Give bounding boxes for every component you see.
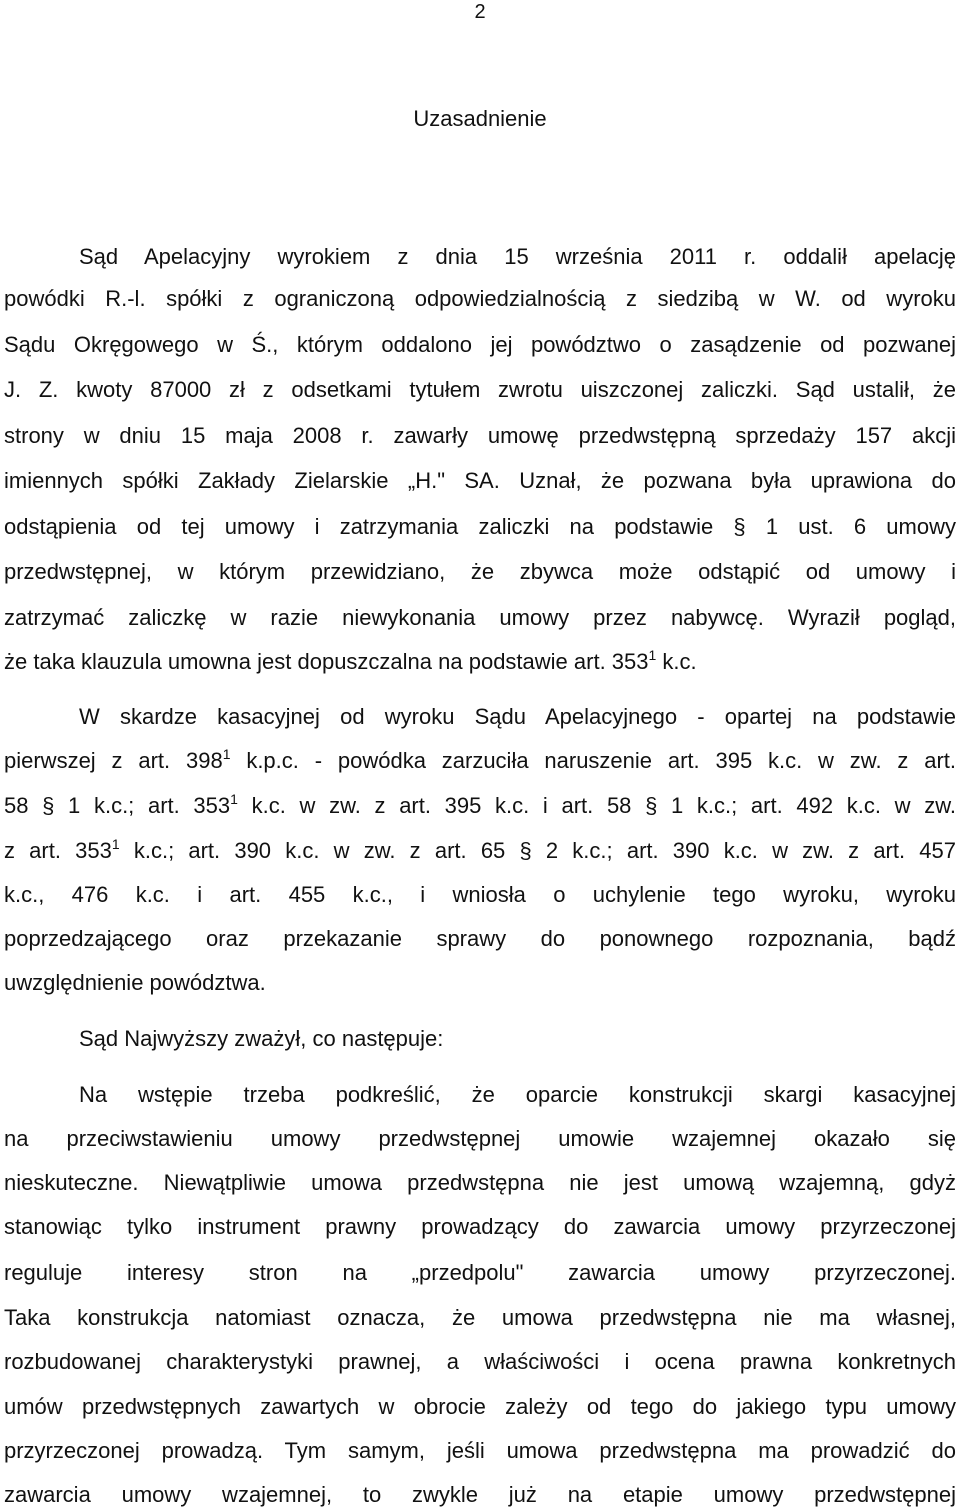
text-line: na przeciwstawieniu umowy przedwstępnej umowie wzajemnej okazało się <box>4 1126 956 1151</box>
text-line: zawarcia umowy wzajemnej, to zwykle już na etapie umowy przedwstępnej <box>4 1482 956 1507</box>
superscript: 1 <box>222 746 231 762</box>
text-line: uwzględnienie powództwa. <box>4 970 266 995</box>
superscript: 1 <box>648 647 657 663</box>
text-line: k.c., 476 k.c. i art. 455 k.c., i wniosła o uchylenie tego wyroku, wyroku <box>4 882 956 907</box>
text-line: przedwstępnej, w którym przewidziano, że zbywca może odstąpić od umowy i <box>4 559 956 584</box>
text-line: rozbudowanej charakterystyki prawnej, a właściwości i ocena prawna konkretnych <box>4 1349 956 1374</box>
text-line: nieskuteczne. Niewątpliwie umowa przedwstępna nie jest umową wzajemną, gdyż <box>4 1170 956 1195</box>
text-line: Na wstępie trzeba podkreślić, że oparcie konstrukcji skargi kasacyjnej <box>79 1082 956 1107</box>
text-line: stanowiąc tylko instrument prawny prowadzący do zawarcia umowy przyrzeczonej <box>4 1214 956 1239</box>
text-line: że taka klauzula umowna jest dopuszczalna na podstawie art. $353^1$ k.c. <box>4 647 697 674</box>
text-line: reguluje interesy stron na „przedpolu" zawarcia umowy przyrzeczonej. <box>4 1260 956 1285</box>
text-line: imiennych spółki Zakłady Zielarskie „H." SA. Uznał, że pozwana była uprawiona do <box>4 468 956 493</box>
text-line: Sądu Okręgowego w Ś., którym oddalono jej powództwo o zasądzenie od pozwanej <box>4 332 956 357</box>
superscript: 1 <box>111 836 120 852</box>
section-intro: Sąd Najwyższy zważył, co następuje: <box>79 1026 444 1051</box>
superscript: 1 <box>230 791 238 807</box>
text-line: umów przedwstępnych zawartych w obrocie zależy od tego do jakiego typu umowy <box>4 1394 956 1419</box>
text-line: Taka konstrukcja natomiast oznacza, że umowa przedwstępna nie ma własnej, <box>4 1305 956 1330</box>
text-line: Sąd Apelacyjny wyrokiem z dnia 15 września 2011 r. oddalił apelację <box>79 244 956 269</box>
page-number: 2 <box>474 1 486 23</box>
text-line: powódki R.-l. spółki z ograniczoną odpowiedzialnością z siedzibą w W. od wyroku <box>4 286 956 311</box>
text-line: 58 § 1 k.c.; art. $353^1$ k.c. w zw. z art. 395 k.c. i art. 58 § 1 k.c.; art. 492 k.c. w zw. <box>4 791 956 818</box>
document-title: Uzasadnienie <box>413 106 547 131</box>
text-line: poprzedzającego oraz przekazanie sprawy do ponownego rozpoznania, bądź <box>4 926 956 951</box>
text-line: pierwszej z art. $398^1$ k.p.c. - powódka zarzuciła naruszenie art. 395 k.c. w zw. z art. <box>4 746 957 773</box>
text-line: W skardze kasacyjnej od wyroku Sądu Apelacyjnego - opartej na podstawie <box>79 704 956 729</box>
text-line: odstąpienia od tej umowy i zatrzymania zaliczki na podstawie § 1 ust. 6 umowy <box>4 514 956 539</box>
text-line: strony w dniu 15 maja 2008 r. zawarły umowę przedwstępną sprzedaży 157 akcji <box>4 423 956 448</box>
text-line: zatrzymać zaliczkę w razie niewykonania umowy przez nabywcę. Wyraził pogląd, <box>4 605 956 630</box>
text-line: z art. $353^1$ k.c.; art. 390 k.c. w zw. z art. 65 § 2 k.c.; art. 390 k.c. w zw. z art. 457 <box>4 836 956 863</box>
text-line: J. Z. kwoty 87000 zł z odsetkami tytułem zwrotu uiszczonej zaliczki. Sąd ustalił, że <box>4 377 956 402</box>
text-line: przyrzeczonej prowadzą. Tym samym, jeśli umowa przedwstępna ma prowadzić do <box>4 1438 956 1463</box>
